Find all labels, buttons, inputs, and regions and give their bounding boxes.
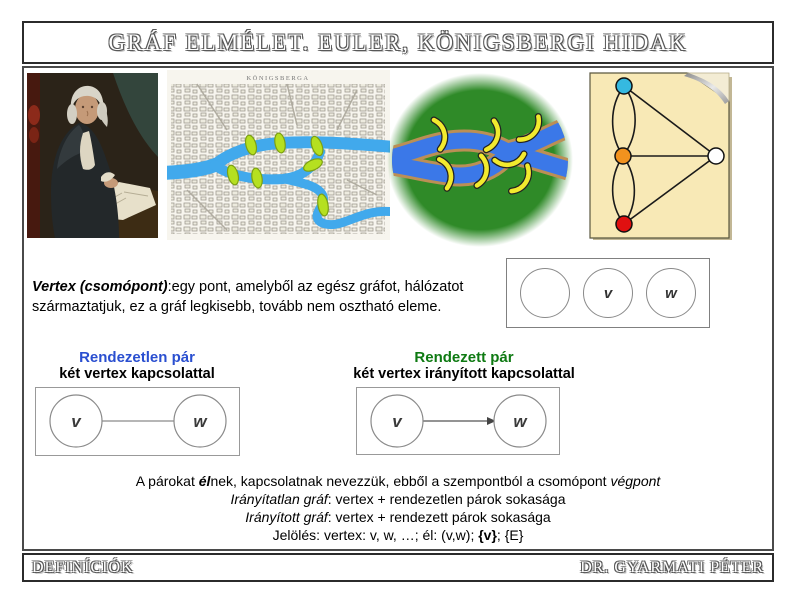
graph-node-middle <box>615 148 631 164</box>
euler-portrait-image <box>27 73 158 238</box>
graph-node-top <box>616 78 632 94</box>
footer-author: DR. GYARMATI PÉTER <box>580 558 764 576</box>
graph-node-right <box>708 148 724 164</box>
node-v-label: v <box>392 412 402 431</box>
footer-section-label: DEFINÍCIÓK <box>32 558 134 576</box>
euler-portrait-drawing <box>27 73 158 238</box>
footer-bar <box>22 553 774 582</box>
vertex-definition-text: :egy pont, amelyből az egész gráfot, hálózatot származtatjuk, ez a gráf legkisebb, tovább nem osztható eleme. <box>32 278 464 315</box>
unordered-pair-subtitle: két vertex kapcsolattal <box>59 366 215 382</box>
koenigsberg-map-image <box>167 70 390 240</box>
node-w-label: w <box>193 412 207 431</box>
note-line-4: Jelölés: vertex: v, w, …; él: (v,w); {v}; {E} <box>272 527 524 543</box>
unordered-pair-title: Rendezetlen pár <box>79 349 195 366</box>
note-line-3: Irányított gráf: vertex + rendezett párok sokasága <box>245 509 551 525</box>
title-bar <box>22 21 774 64</box>
unordered-pair-diagram <box>35 387 240 456</box>
ordered-pair-title: Rendezett pár <box>414 349 514 366</box>
vertex-definition <box>32 277 504 317</box>
vertex-term: Vertex (csomópont) <box>32 278 168 295</box>
note-line-1: A párokat élnek, kapcsolatnak nevezzük, ebből a szempontból a csomópont végpont <box>135 473 661 489</box>
ordered-pair-diagram <box>356 387 560 455</box>
vertex-circle-w: w <box>646 268 696 318</box>
ordered-pair-section <box>348 349 580 455</box>
notes-block <box>24 472 772 544</box>
slide-title: GRÁF ELMÉLET. EULER, KÖNIGSBERGI HIDAK <box>108 29 688 55</box>
multigraph-paper-image <box>589 72 734 242</box>
unordered-pair-section <box>32 349 242 456</box>
note-line-2: Irányítatlan gráf: vertex + rendezetlen párok sokasága <box>230 491 566 507</box>
node-w-label: w <box>513 412 527 431</box>
ordered-pair-subtitle: két vertex irányított kapcsolattal <box>353 366 575 382</box>
vertex-circle-v: v <box>583 268 633 318</box>
bridge-scheme-drawing <box>386 72 574 248</box>
vertex-circle-empty <box>520 268 570 318</box>
bridge-scheme-image <box>386 72 574 248</box>
graph-node-bottom <box>616 216 632 232</box>
node-v-label: v <box>71 412 81 431</box>
multigraph-drawing <box>589 72 734 242</box>
map-title-label: KÖNIGSBERGA <box>246 75 310 82</box>
vertex-circles-box <box>506 258 710 328</box>
content-box <box>22 66 774 551</box>
koenigsberg-map-drawing <box>167 70 390 240</box>
